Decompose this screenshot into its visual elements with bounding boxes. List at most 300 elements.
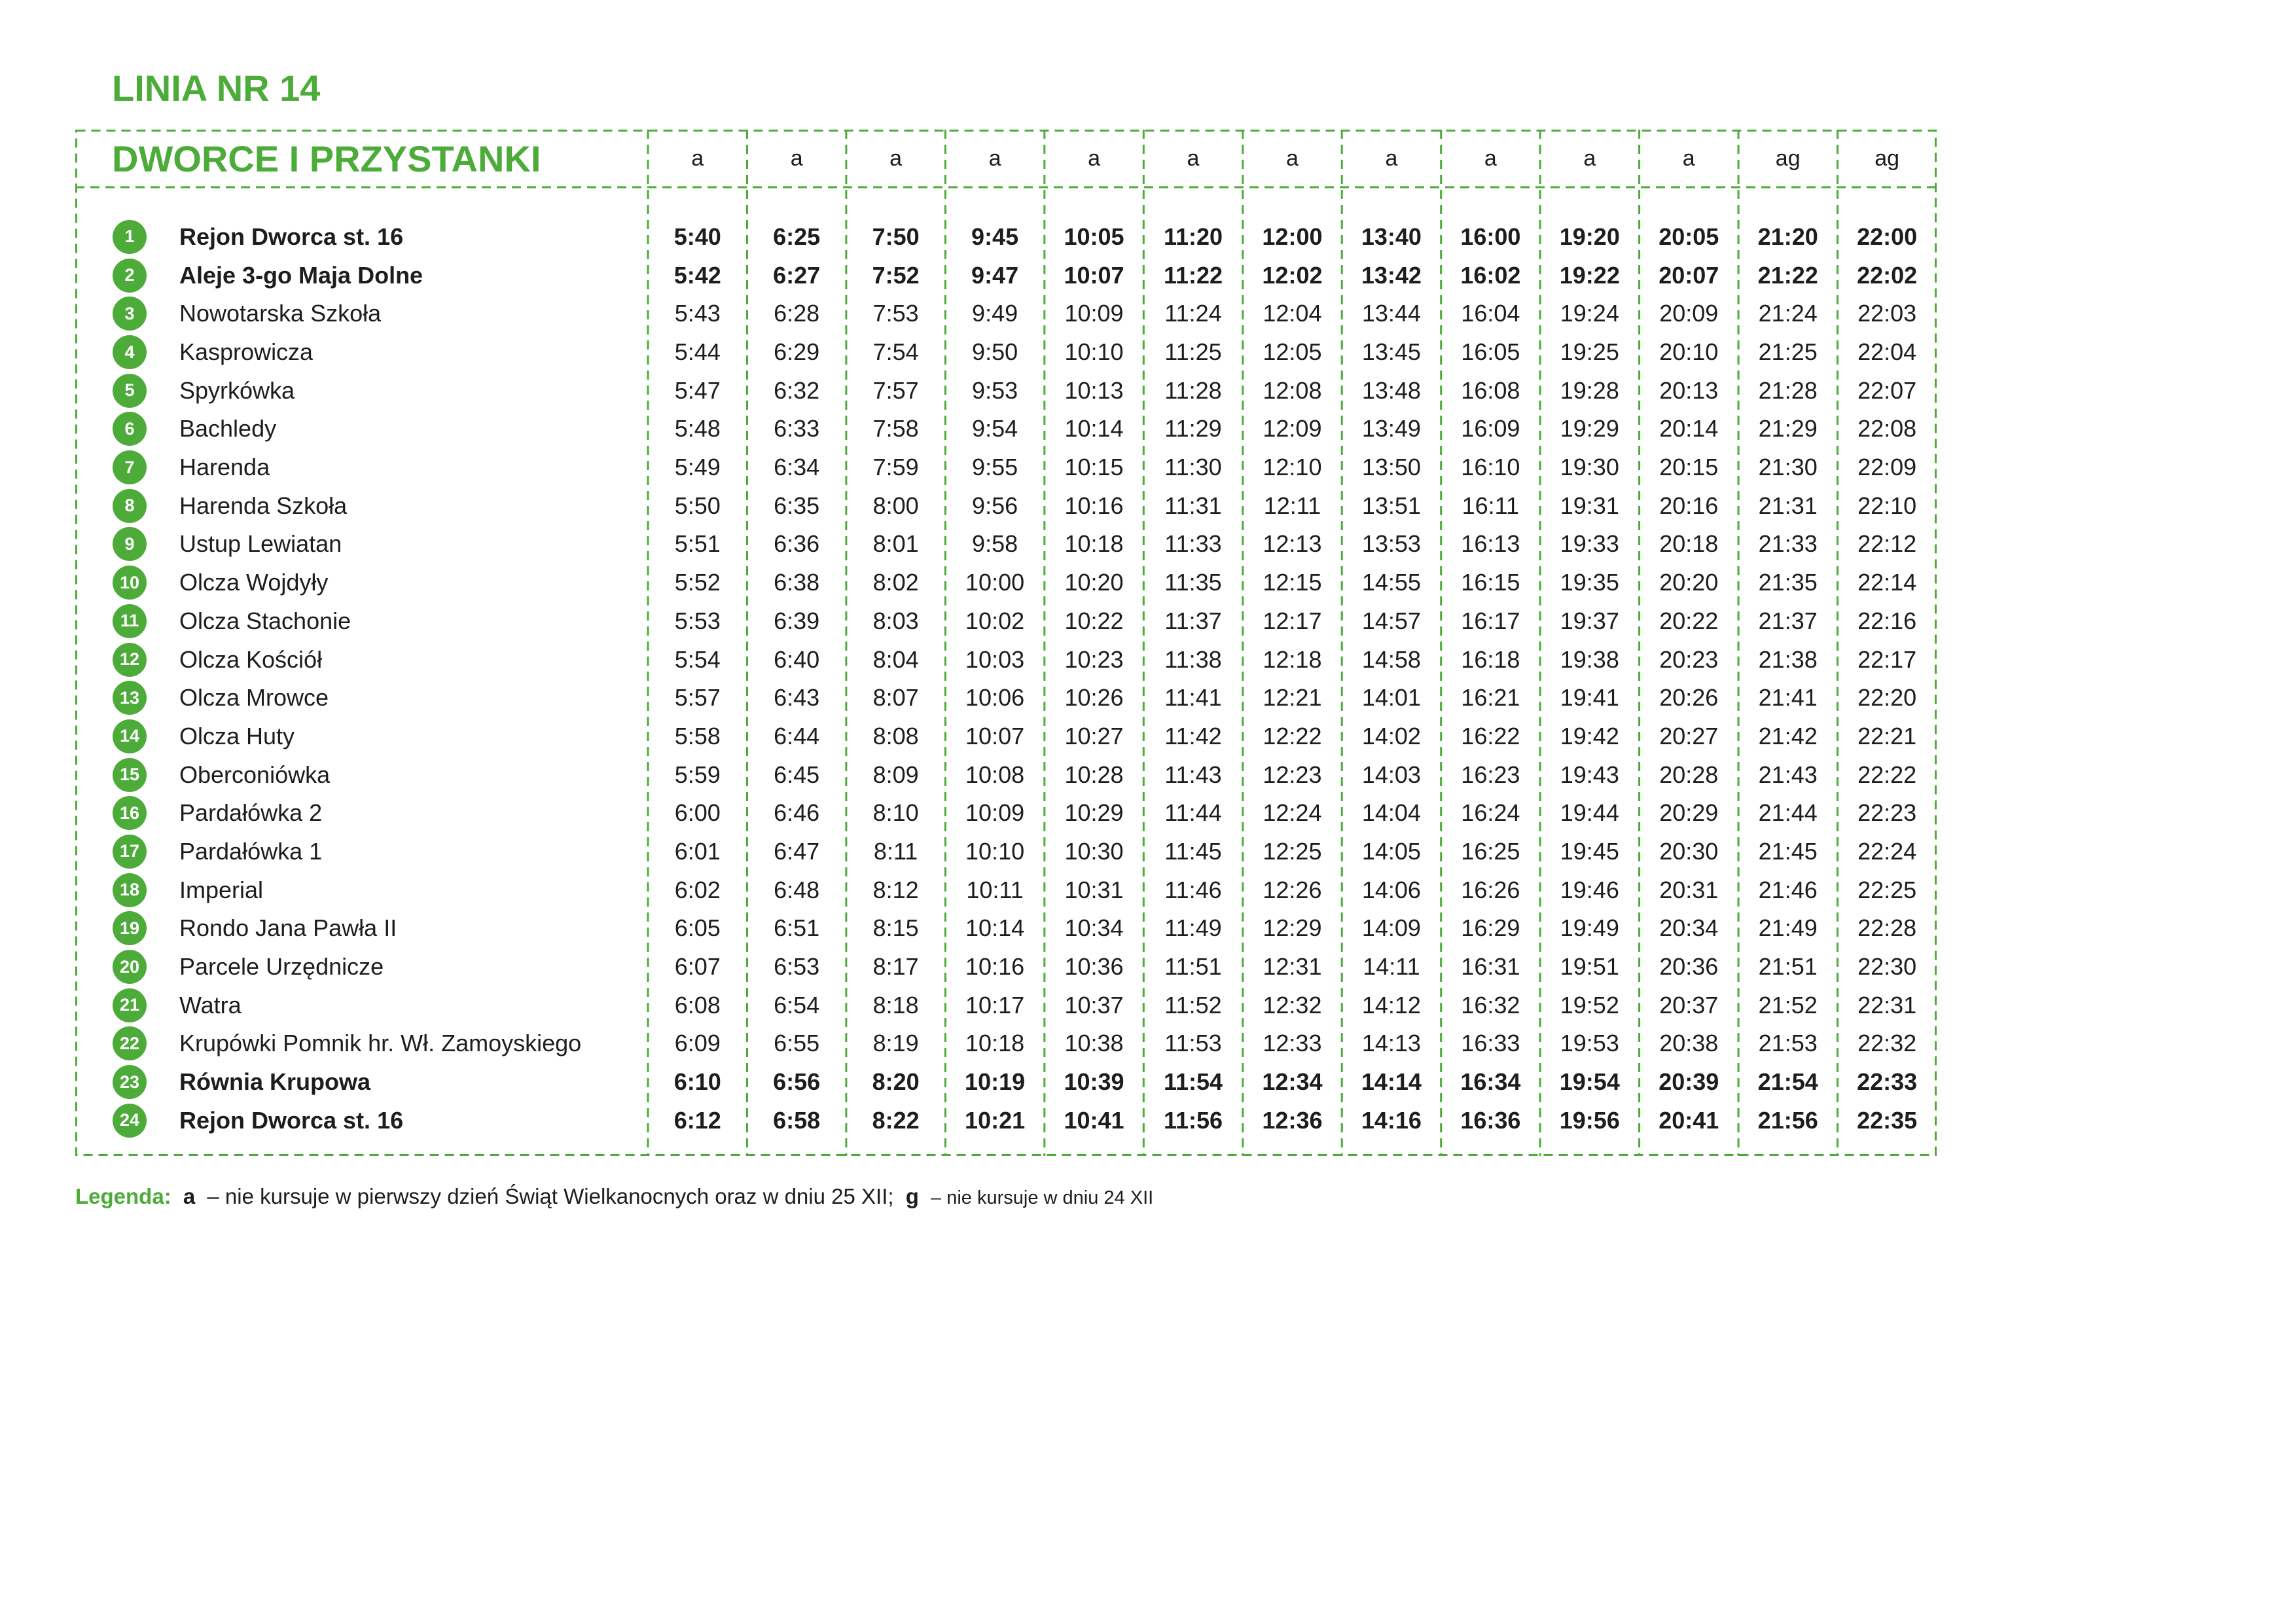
departure-time: 20:14 [1659, 415, 1719, 442]
stop-name: Olcza Kościół [179, 645, 323, 673]
departure-time: 10:07 [1064, 261, 1124, 289]
stop-cell [75, 564, 648, 602]
departure-time: 6:32 [774, 376, 820, 404]
stop-cell [75, 833, 648, 871]
departure-time: 21:51 [1758, 953, 1818, 980]
line-title: LINIA NR 14 [112, 67, 321, 109]
stop-name: Ustup Lewiatan [179, 530, 342, 558]
stop-cell [75, 909, 648, 948]
departure-time: 14:04 [1361, 799, 1421, 827]
departure-time: 19:22 [1559, 261, 1620, 289]
departure-time: 12:21 [1263, 684, 1322, 712]
departure-time: 6:00 [674, 799, 721, 827]
stop-name: Olcza Stachonie [179, 607, 351, 634]
stop-cell [75, 371, 648, 410]
departure-time: 7:50 [872, 223, 920, 250]
departure-time: 8:04 [872, 645, 919, 673]
departure-time: 6:33 [774, 415, 820, 442]
departure-time: 20:22 [1659, 607, 1719, 634]
departure-time: 12:22 [1263, 722, 1322, 749]
departure-time: 19:29 [1560, 415, 1619, 442]
departure-time: 8:11 [873, 837, 918, 865]
departure-time: 21:28 [1758, 376, 1818, 404]
departure-time: 12:00 [1262, 223, 1323, 250]
departure-time: 21:44 [1758, 799, 1818, 827]
departure-time: 13:44 [1361, 300, 1421, 327]
departure-time: 16:10 [1461, 454, 1520, 481]
departure-time: 10:17 [965, 991, 1025, 1019]
departure-time: 19:42 [1560, 722, 1619, 749]
departure-time: 14:03 [1361, 761, 1421, 788]
departure-time: 8:20 [872, 1068, 920, 1096]
departure-time: 11:45 [1164, 837, 1222, 865]
departure-time: 11:30 [1164, 454, 1222, 481]
departure-time: 10:05 [1064, 223, 1124, 250]
departure-time: 6:51 [774, 914, 820, 942]
stop-row [75, 333, 1937, 372]
stop-row [75, 909, 1937, 948]
departure-time: 20:34 [1659, 914, 1719, 942]
stop-row [75, 371, 1937, 410]
departure-time: 6:45 [774, 761, 820, 788]
departure-time: 5:57 [674, 684, 721, 712]
departure-time: 10:27 [1064, 722, 1124, 749]
departure-time: 16:26 [1461, 876, 1520, 903]
departure-time: 11:33 [1164, 530, 1222, 558]
stop-cell [75, 1101, 648, 1140]
departure-time: 9:53 [972, 376, 1018, 404]
departure-time: 10:37 [1064, 991, 1124, 1019]
departure-time: 8:01 [872, 530, 919, 558]
stop-cell [75, 986, 648, 1024]
departure-time: 6:39 [774, 607, 820, 634]
departure-time: 6:38 [774, 569, 820, 596]
stop-cell [75, 717, 648, 756]
legend-key-g: g [905, 1184, 919, 1208]
stop-number-badge: 7 [113, 450, 147, 484]
departure-time: 10:21 [965, 1106, 1026, 1134]
departure-time: 11:25 [1164, 338, 1222, 365]
departure-time: 12:29 [1263, 914, 1322, 942]
departure-time: 10:22 [1064, 607, 1124, 634]
departure-time: 11:20 [1163, 223, 1223, 250]
departure-time: 10:15 [1064, 454, 1124, 481]
departure-time: 22:21 [1857, 722, 1917, 749]
departure-time: 19:54 [1559, 1068, 1620, 1096]
stop-cell [75, 256, 648, 295]
departure-time: 6:46 [774, 799, 820, 827]
departure-time: 12:26 [1263, 876, 1322, 903]
departure-time: 6:09 [674, 1030, 721, 1057]
departure-time: 13:50 [1361, 454, 1421, 481]
legend-key-a: a [183, 1184, 196, 1208]
stop-name: Imperial [179, 876, 264, 903]
legend [75, 1180, 1153, 1213]
departure-time: 5:58 [674, 722, 721, 749]
departure-time: 21:29 [1758, 415, 1818, 442]
departure-time: 19:35 [1560, 569, 1619, 596]
departure-time: 11:44 [1164, 799, 1222, 827]
departure-time: 12:32 [1263, 991, 1322, 1019]
stop-cell [75, 410, 648, 448]
departure-time: 10:08 [965, 761, 1025, 788]
departure-time: 19:46 [1560, 876, 1619, 903]
departure-time: 10:11 [966, 876, 1024, 903]
stop-name: Harenda Szkoła [179, 492, 348, 519]
departure-time: 14:57 [1361, 607, 1421, 634]
course-code-header: a [790, 145, 803, 171]
departure-time: 20:39 [1659, 1068, 1719, 1096]
stop-row [75, 218, 1937, 257]
departure-time: 5:43 [674, 300, 721, 327]
departure-time: 21:56 [1757, 1106, 1818, 1134]
departure-time: 10:10 [965, 837, 1025, 865]
stop-cell [75, 448, 648, 487]
departure-time: 21:25 [1758, 338, 1818, 365]
departure-time: 6:01 [674, 837, 721, 865]
course-code-header: a [1583, 145, 1596, 171]
departure-time: 19:44 [1560, 799, 1619, 827]
departure-time: 16:25 [1461, 837, 1520, 865]
departure-time: 11:37 [1164, 607, 1222, 634]
departure-time: 5:49 [674, 454, 721, 481]
departure-time: 12:05 [1263, 338, 1322, 365]
stop-number-badge: 11 [113, 604, 147, 638]
departure-time: 12:11 [1263, 492, 1321, 519]
departure-time: 9:56 [972, 492, 1018, 519]
departure-time: 19:51 [1560, 953, 1619, 980]
stop-name: Oberconiówka [179, 761, 331, 788]
stop-row [75, 486, 1937, 525]
departure-time: 6:12 [673, 1106, 721, 1134]
departure-time: 22:08 [1857, 415, 1917, 442]
departure-time: 19:52 [1560, 991, 1619, 1019]
departure-time: 10:03 [965, 645, 1025, 673]
stop-row [75, 564, 1937, 602]
departure-time: 10:29 [1064, 799, 1124, 827]
departure-time: 10:14 [965, 914, 1025, 942]
departure-time: 22:20 [1857, 684, 1917, 712]
departure-time: 11:24 [1164, 300, 1222, 327]
departure-time: 6:25 [773, 223, 821, 250]
departure-time: 19:30 [1560, 454, 1619, 481]
departure-time: 12:13 [1263, 530, 1322, 558]
departure-time: 11:54 [1163, 1068, 1223, 1096]
departure-time: 10:13 [1064, 376, 1124, 404]
departure-time: 12:15 [1263, 569, 1322, 596]
course-code-header: a [988, 145, 1001, 171]
stop-cell [75, 295, 648, 333]
departure-time: 14:06 [1361, 876, 1421, 903]
departure-time: 10:09 [965, 799, 1025, 827]
header-row [75, 130, 1937, 187]
departure-time: 12:08 [1263, 376, 1322, 404]
departure-time: 22:30 [1857, 953, 1917, 980]
departure-time: 6:29 [774, 338, 820, 365]
stop-cell [75, 1063, 648, 1102]
stop-number-badge: 24 [113, 1104, 147, 1138]
departure-time: 11:52 [1164, 991, 1222, 1019]
departure-time: 14:05 [1361, 837, 1421, 865]
departure-time: 19:24 [1560, 300, 1619, 327]
departure-time: 11:38 [1164, 645, 1222, 673]
departure-time: 19:25 [1560, 338, 1619, 365]
departure-time: 8:09 [872, 761, 919, 788]
departure-time: 20:28 [1659, 761, 1719, 788]
departure-time: 20:30 [1659, 837, 1719, 865]
stop-number-badge: 5 [113, 374, 147, 408]
departure-time: 22:12 [1857, 530, 1917, 558]
stop-number-badge: 20 [113, 950, 147, 984]
departure-time: 8:02 [872, 569, 919, 596]
departure-time: 8:17 [872, 953, 919, 980]
departure-time: 14:12 [1361, 991, 1421, 1019]
departure-time: 10:19 [965, 1068, 1026, 1096]
timetable-body [75, 218, 1937, 1140]
departure-time: 11:51 [1164, 953, 1222, 980]
departure-time: 22:16 [1857, 607, 1917, 634]
departure-time: 6:27 [773, 261, 821, 289]
stop-number-badge: 22 [113, 1026, 147, 1060]
departure-time: 19:41 [1560, 684, 1619, 712]
departure-time: 14:11 [1363, 953, 1420, 980]
departure-time: 12:09 [1263, 415, 1322, 442]
departure-time: 13:42 [1361, 261, 1422, 289]
departure-time: 9:47 [971, 261, 1019, 289]
stop-row [75, 1063, 1937, 1102]
departure-time: 19:20 [1559, 223, 1620, 250]
departure-time: 8:00 [872, 492, 919, 519]
course-code-header: a [1682, 145, 1695, 171]
departure-time: 21:33 [1758, 530, 1818, 558]
stop-name: Rondo Jana Pawła II [179, 914, 397, 942]
departure-time: 22:04 [1857, 338, 1917, 365]
departure-time: 14:01 [1361, 684, 1421, 712]
departure-time: 21:20 [1757, 223, 1818, 250]
departure-time: 5:59 [674, 761, 721, 788]
departure-time: 22:09 [1857, 454, 1917, 481]
stop-name: Kasprowicza [179, 338, 314, 365]
stop-name: Nowotarska Szkoła [179, 300, 382, 327]
departure-time: 19:49 [1560, 914, 1619, 942]
departure-time: 16:00 [1460, 223, 1521, 250]
departure-time: 16:09 [1461, 415, 1520, 442]
departure-time: 10:00 [965, 569, 1025, 596]
departure-time: 21:52 [1758, 991, 1818, 1019]
stop-number-badge: 13 [113, 681, 147, 715]
departure-time: 21:35 [1758, 569, 1818, 596]
stop-name: Spyrkówka [179, 376, 295, 404]
departure-time: 10:31 [1064, 876, 1124, 903]
departure-time: 6:08 [674, 991, 721, 1019]
departure-time: 9:50 [972, 338, 1018, 365]
stops-header-label: DWORCE I PRZYSTANKI [112, 137, 541, 179]
departure-time: 7:54 [872, 338, 919, 365]
departure-time: 14:02 [1361, 722, 1421, 749]
departure-time: 20:07 [1659, 261, 1719, 289]
departure-time: 20:18 [1659, 530, 1719, 558]
stop-number-badge: 19 [113, 911, 147, 945]
departure-time: 21:49 [1758, 914, 1818, 942]
departure-time: 21:43 [1758, 761, 1818, 788]
departure-time: 19:28 [1560, 376, 1619, 404]
departure-time: 8:12 [872, 876, 919, 903]
departure-time: 10:16 [1064, 492, 1124, 519]
stop-row [75, 717, 1937, 756]
departure-time: 6:36 [774, 530, 820, 558]
departure-time: 5:51 [674, 530, 721, 558]
departure-time: 6:28 [774, 300, 820, 327]
departure-time: 10:36 [1064, 953, 1124, 980]
stop-row [75, 986, 1937, 1024]
departure-time: 11:53 [1164, 1030, 1222, 1057]
departure-time: 10:02 [965, 607, 1025, 634]
departure-time: 11:56 [1163, 1106, 1223, 1134]
departure-time: 10:39 [1064, 1068, 1124, 1096]
stop-number-badge: 18 [113, 873, 147, 907]
course-code-header: a [889, 145, 903, 171]
departure-time: 19:53 [1560, 1030, 1619, 1057]
stop-row [75, 602, 1937, 640]
departure-time: 21:37 [1758, 607, 1818, 634]
stop-cell [75, 640, 648, 679]
course-code-header: a [1385, 145, 1398, 171]
stop-number-badge: 14 [113, 719, 147, 753]
departure-time: 22:17 [1857, 645, 1917, 673]
departure-time: 22:02 [1857, 261, 1918, 289]
departure-time: 5:53 [674, 607, 721, 634]
departure-time: 9:49 [972, 300, 1018, 327]
course-code-header: a [691, 145, 704, 171]
departure-time: 22:03 [1857, 300, 1917, 327]
departure-time: 11:29 [1164, 415, 1222, 442]
departure-time: 21:30 [1758, 454, 1818, 481]
departure-time: 6:54 [774, 991, 820, 1019]
stop-cell [75, 602, 648, 640]
departure-time: 22:33 [1857, 1068, 1918, 1096]
departure-time: 19:37 [1560, 607, 1619, 634]
departure-time: 13:53 [1361, 530, 1421, 558]
departure-time: 6:05 [674, 914, 721, 942]
legend-label: Legenda: [75, 1184, 171, 1208]
stop-cell [75, 871, 648, 909]
departure-time: 6:35 [774, 492, 820, 519]
departure-time: 7:59 [872, 454, 919, 481]
stop-row [75, 871, 1937, 909]
departure-time: 5:40 [673, 223, 721, 250]
departure-time: 14:14 [1361, 1068, 1422, 1096]
departure-time: 22:31 [1857, 991, 1917, 1019]
departure-time: 13:40 [1361, 223, 1422, 250]
departure-time: 10:41 [1064, 1106, 1124, 1134]
stop-row [75, 833, 1937, 871]
departure-time: 10:09 [1064, 300, 1124, 327]
departure-time: 12:17 [1263, 607, 1322, 634]
departure-time: 8:22 [872, 1106, 920, 1134]
departure-time: 22:32 [1857, 1030, 1917, 1057]
stop-number-badge: 3 [113, 297, 147, 331]
stop-number-badge: 1 [113, 220, 147, 254]
departure-time: 6:10 [673, 1068, 721, 1096]
departure-time: 6:58 [773, 1106, 821, 1134]
course-code-header: a [1187, 145, 1200, 171]
departure-time: 20:16 [1659, 492, 1719, 519]
stop-number-badge: 10 [113, 566, 147, 600]
stop-name: Aleje 3-go Maja Dolne [179, 261, 423, 289]
stop-name: Rejon Dworca st. 16 [179, 223, 404, 250]
stop-name: Olcza Huty [179, 722, 295, 749]
departure-time: 20:20 [1659, 569, 1719, 596]
stop-row [75, 794, 1937, 833]
departure-time: 20:29 [1659, 799, 1719, 827]
stop-cell [75, 948, 648, 986]
departure-time: 16:02 [1460, 261, 1521, 289]
stops-header-cell [75, 130, 648, 187]
departure-time: 20:15 [1659, 454, 1719, 481]
departure-time: 7:53 [872, 300, 919, 327]
stop-row [75, 755, 1937, 794]
departure-time: 22:35 [1857, 1106, 1918, 1134]
departure-time: 6:44 [774, 722, 820, 749]
departure-time: 20:27 [1659, 722, 1719, 749]
departure-time: 7:57 [872, 376, 919, 404]
stop-number-badge: 6 [113, 412, 147, 446]
departure-time: 16:32 [1461, 991, 1520, 1019]
departure-time: 16:34 [1460, 1068, 1521, 1096]
stop-number-badge: 8 [113, 489, 147, 523]
stop-number-badge: 15 [113, 758, 147, 792]
departure-time: 12:25 [1263, 837, 1322, 865]
departure-time: 11:46 [1164, 876, 1222, 903]
departure-time: 11:42 [1164, 722, 1222, 749]
stop-row [75, 295, 1937, 333]
departure-time: 16:18 [1461, 645, 1520, 673]
stop-cell [75, 333, 648, 372]
stop-row [75, 525, 1937, 564]
departure-time: 8:08 [872, 722, 919, 749]
departure-time: 22:22 [1857, 761, 1917, 788]
departure-time: 16:22 [1461, 722, 1520, 749]
stop-row [75, 448, 1937, 487]
departure-time: 13:48 [1361, 376, 1421, 404]
stop-cell [75, 1024, 648, 1063]
departure-time: 16:33 [1461, 1030, 1520, 1057]
departure-time: 5:52 [674, 569, 721, 596]
departure-time: 10:38 [1064, 1030, 1124, 1057]
stop-cell [75, 525, 648, 564]
departure-time: 16:36 [1460, 1106, 1521, 1134]
departure-time: 8:15 [872, 914, 919, 942]
departure-time: 16:13 [1461, 530, 1520, 558]
departure-time: 20:23 [1659, 645, 1719, 673]
departure-time: 22:14 [1857, 569, 1917, 596]
departure-time: 22:10 [1857, 492, 1917, 519]
departure-time: 10:18 [1064, 530, 1124, 558]
departure-time: 12:04 [1263, 300, 1322, 327]
stop-cell [75, 679, 648, 717]
stop-number-badge: 2 [113, 259, 147, 293]
departure-time: 10:23 [1064, 645, 1124, 673]
stop-name: Olcza Mrowce [179, 684, 329, 712]
departure-time: 19:38 [1560, 645, 1619, 673]
legend-text-a: – nie kursuje w pierwszy dzień Świąt Wielkanocnych oraz w dniu 25 XII; [207, 1184, 894, 1208]
departure-time: 20:37 [1659, 991, 1719, 1019]
departure-time: 22:23 [1857, 799, 1917, 827]
stop-name: Olcza Wojdyły [179, 569, 329, 596]
stop-row [75, 1101, 1937, 1140]
departure-time: 10:28 [1064, 761, 1124, 788]
departure-time: 8:10 [872, 799, 919, 827]
